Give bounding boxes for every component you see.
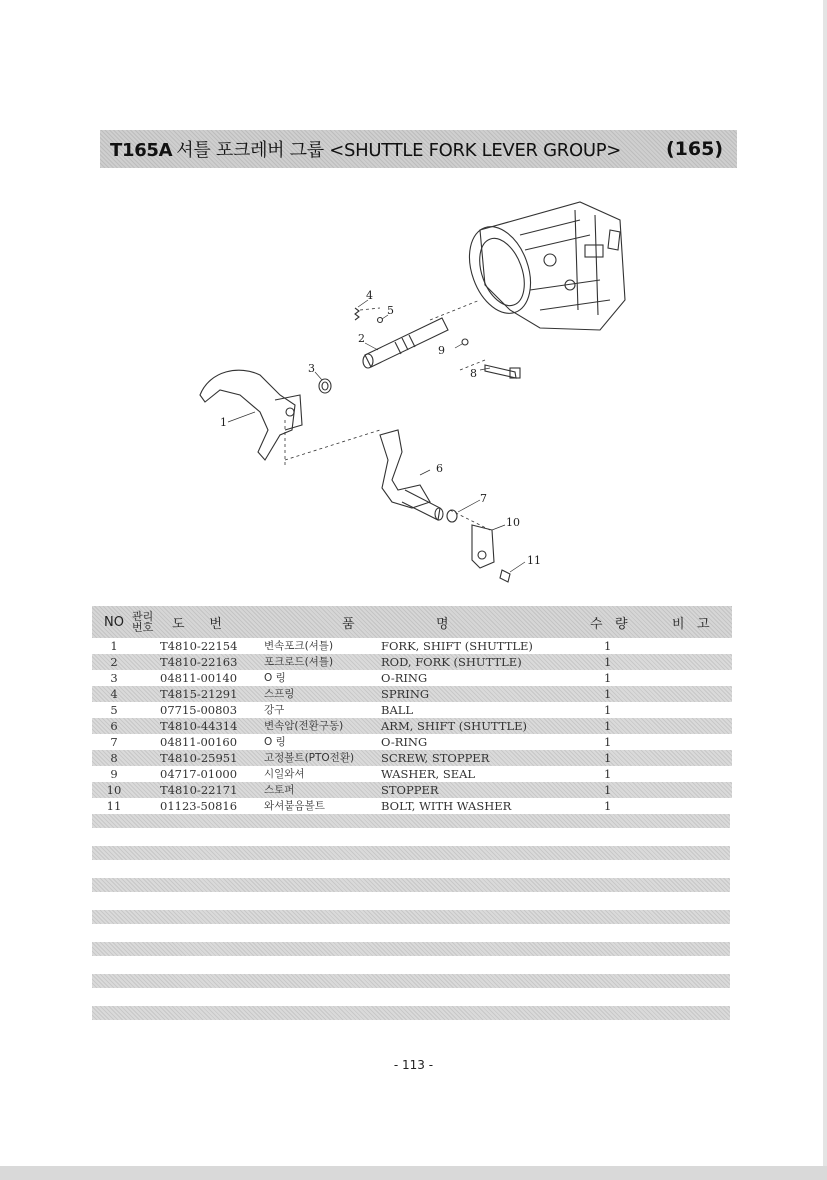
exploded-parts-diagram (180, 190, 650, 590)
row-korean-name: 스프링 (264, 688, 295, 700)
row-english-name: WASHER, SEAL (381, 767, 476, 781)
row-no: 5 (110, 703, 118, 717)
row-part-number: T4815-21291 (160, 687, 238, 701)
empty-table-band (92, 974, 730, 988)
table-row (92, 750, 732, 766)
row-korean-name: 강구 (264, 704, 285, 716)
table-row (92, 798, 732, 814)
row-english-name: O-RING (381, 735, 428, 749)
callout-label: 9 (438, 344, 445, 357)
row-part-number: 01123-50816 (160, 799, 238, 813)
callout-label: 1 (220, 416, 227, 429)
shift-fork-drawing (200, 370, 302, 460)
col-header-drawing-no: 도 번 (172, 616, 222, 632)
group-number: (165) (665, 138, 723, 160)
row-korean-name: 포크로드(셔틀) (264, 656, 334, 668)
col-header-qty: 수 량 (590, 616, 628, 632)
group-code: T165A (110, 140, 173, 161)
parts-table-header (92, 606, 732, 638)
page-edge (0, 1166, 827, 1180)
row-korean-name: 고정볼트(PTO전환) (264, 752, 355, 764)
row-english-name: BOLT, WITH WASHER (381, 799, 512, 813)
col-header-part-name-right: 명 (436, 616, 449, 632)
row-no: 6 (110, 719, 118, 733)
table-row (92, 638, 732, 654)
col-header-mgmt-top: 관리 (132, 610, 154, 623)
callout-label: 11 (527, 554, 541, 567)
col-header-mgmt-bottom: 번호 (132, 621, 154, 634)
callout-label: 5 (387, 304, 394, 317)
shift-arm-drawing (380, 430, 443, 520)
row-qty: 1 (604, 751, 612, 765)
row-no: 9 (110, 767, 118, 781)
row-english-name: O-RING (381, 671, 428, 685)
col-header-part-name-left: 품 (342, 616, 355, 632)
row-qty: 1 (604, 639, 612, 653)
table-row (92, 654, 732, 670)
row-no: 7 (110, 735, 118, 749)
row-part-number: T4810-25951 (160, 751, 238, 765)
row-no: 3 (110, 671, 118, 685)
table-row (92, 702, 732, 718)
row-part-number: T4810-22171 (160, 783, 238, 797)
row-no: 11 (106, 799, 122, 813)
row-korean-name: O 링 (264, 736, 286, 748)
table-row (92, 718, 732, 734)
row-korean-name: 시일와셔 (264, 768, 305, 780)
callout-label: 8 (470, 367, 477, 380)
callout-label: 4 (366, 289, 373, 302)
row-part-number: T4810-22163 (160, 655, 238, 669)
row-qty: 1 (604, 687, 612, 701)
empty-table-band (92, 942, 730, 956)
row-qty: 1 (604, 783, 612, 797)
row-part-number: 04811-00140 (160, 671, 238, 685)
row-english-name: SCREW, STOPPER (381, 751, 490, 765)
row-qty: 1 (604, 735, 612, 749)
empty-table-band (92, 910, 730, 924)
row-korean-name: 변속암(전환구동) (264, 720, 344, 732)
row-part-number: T4810-22154 (160, 639, 238, 653)
page-edge (823, 0, 827, 1180)
empty-table-band (92, 846, 730, 860)
row-no: 10 (106, 783, 122, 797)
row-english-name: SPRING (381, 687, 430, 701)
page-number: - 113 - (393, 1058, 434, 1072)
row-no: 8 (110, 751, 118, 765)
row-no: 2 (110, 655, 118, 669)
row-part-number: 07715-00803 (160, 703, 238, 717)
col-header-no: NO (104, 614, 124, 630)
empty-table-band (92, 814, 730, 828)
row-no: 4 (110, 687, 118, 701)
transmission-housing-drawing (458, 202, 625, 330)
row-english-name: STOPPER (381, 783, 439, 797)
stopper-plate-drawing (472, 525, 494, 568)
row-korean-name: 스토퍼 (264, 784, 295, 796)
row-part-number: 04717-01000 (160, 767, 238, 781)
callout-label: 7 (480, 492, 487, 505)
row-korean-name: 와셔붙음볼트 (264, 800, 325, 812)
table-row (92, 766, 732, 782)
group-title: 셔틀 포크레버 그룹 <SHUTTLE FORK LEVER GROUP> (176, 140, 622, 161)
table-row (92, 782, 732, 798)
empty-table-band (92, 1006, 730, 1020)
row-english-name: FORK, SHIFT (SHUTTLE) (381, 639, 533, 653)
row-qty: 1 (604, 703, 612, 717)
table-row (92, 686, 732, 702)
row-english-name: ARM, SHIFT (SHUTTLE) (381, 719, 527, 733)
callout-label: 3 (308, 362, 315, 375)
row-korean-name: O 링 (264, 672, 286, 684)
section-title (110, 136, 621, 162)
row-english-name: BALL (381, 703, 414, 717)
table-row (92, 734, 732, 750)
row-qty: 1 (604, 767, 612, 781)
col-header-remarks: 비 고 (672, 616, 710, 632)
fork-rod-drawing (363, 318, 448, 368)
callout-label: 2 (358, 332, 365, 345)
row-korean-name: 변속포크(셔틀) (264, 640, 334, 652)
section-header (100, 130, 737, 168)
col-header-mgmt-no (132, 606, 153, 638)
row-no: 1 (110, 639, 118, 653)
empty-table-band (92, 878, 730, 892)
callout-label: 10 (506, 516, 520, 529)
row-qty: 1 (604, 799, 612, 813)
row-part-number: T4810-44314 (160, 719, 238, 733)
callout-label: 6 (436, 462, 443, 475)
row-english-name: ROD, FORK (SHUTTLE) (381, 655, 522, 669)
parts-table (92, 638, 732, 814)
table-row (92, 670, 732, 686)
row-qty: 1 (604, 719, 612, 733)
row-qty: 1 (604, 655, 612, 669)
row-qty: 1 (604, 671, 612, 685)
row-part-number: 04811-00160 (160, 735, 238, 749)
